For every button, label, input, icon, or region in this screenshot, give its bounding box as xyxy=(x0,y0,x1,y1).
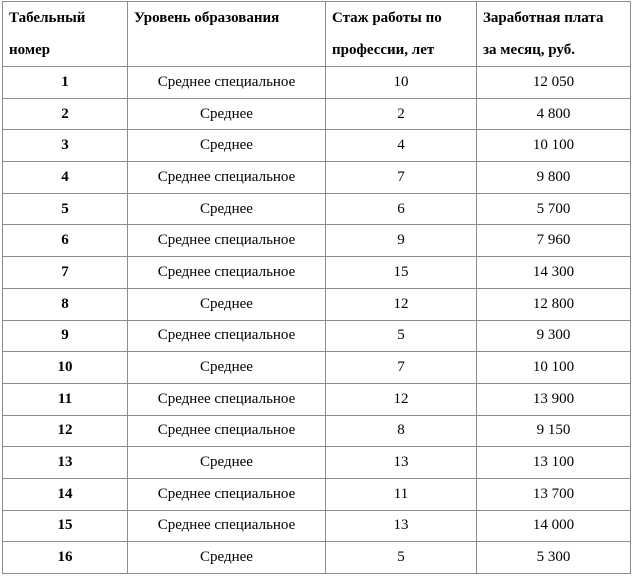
employee-id-cell: 9 xyxy=(3,320,128,352)
table-row xyxy=(3,257,631,289)
experience-cell: 5 xyxy=(326,320,477,352)
experience-cell: 12 xyxy=(326,288,477,320)
experience-cell: 13 xyxy=(326,447,477,479)
salary-cell: 9 300 xyxy=(477,320,631,352)
table-row xyxy=(3,383,631,415)
salary-cell: 5 300 xyxy=(477,542,631,574)
education-level-cell: Среднее xyxy=(128,288,326,320)
education-level-cell: Среднее xyxy=(128,130,326,162)
employee-id-cell: 16 xyxy=(3,542,128,574)
salary-cell: 12 050 xyxy=(477,67,631,99)
employee-id-cell: 6 xyxy=(3,225,128,257)
salary-cell: 5 700 xyxy=(477,193,631,225)
salary-cell: 13 100 xyxy=(477,447,631,479)
table-row xyxy=(3,542,631,574)
education-level-cell: Среднее xyxy=(128,193,326,225)
experience-cell: 10 xyxy=(326,67,477,99)
table-row xyxy=(3,510,631,542)
salary-cell: 10 100 xyxy=(477,352,631,384)
education-level-cell: Среднее специальное xyxy=(128,225,326,257)
education-level-cell: Среднее специальное xyxy=(128,162,326,194)
salary-cell: 14 300 xyxy=(477,257,631,289)
salary-cell: 7 960 xyxy=(477,225,631,257)
experience-cell: 12 xyxy=(326,383,477,415)
salary-cell: 4 800 xyxy=(477,98,631,130)
experience-cell: 13 xyxy=(326,510,477,542)
header-line: профессии, лет xyxy=(332,42,435,58)
experience-cell: 9 xyxy=(326,225,477,257)
header-row xyxy=(3,2,631,67)
header-education-level xyxy=(128,2,326,67)
education-level-cell: Среднее специальное xyxy=(128,383,326,415)
salary-cell: 13 900 xyxy=(477,383,631,415)
education-level-cell: Среднее xyxy=(128,447,326,479)
experience-cell: 4 xyxy=(326,130,477,162)
experience-cell: 5 xyxy=(326,542,477,574)
table-row xyxy=(3,130,631,162)
salary-cell: 9 150 xyxy=(477,415,631,447)
education-level-cell: Среднее специальное xyxy=(128,320,326,352)
table-row xyxy=(3,193,631,225)
education-level-cell: Среднее специальное xyxy=(128,510,326,542)
table-row xyxy=(3,288,631,320)
header-line: Уровень образования xyxy=(134,10,280,26)
employee-id-cell: 8 xyxy=(3,288,128,320)
employee-id-cell: 3 xyxy=(3,130,128,162)
table-body xyxy=(3,67,631,574)
employee-id-cell: 1 xyxy=(3,67,128,99)
header-line: Заработная плата xyxy=(483,10,604,26)
table-row xyxy=(3,447,631,479)
table-row xyxy=(3,352,631,384)
experience-cell: 11 xyxy=(326,478,477,510)
header-line: номер xyxy=(9,42,51,58)
table-row xyxy=(3,478,631,510)
experience-cell: 6 xyxy=(326,193,477,225)
education-level-cell: Среднее специальное xyxy=(128,415,326,447)
table-row xyxy=(3,98,631,130)
employee-id-cell: 10 xyxy=(3,352,128,384)
salary-cell: 12 800 xyxy=(477,288,631,320)
employee-id-cell: 4 xyxy=(3,162,128,194)
table-row xyxy=(3,225,631,257)
header-line: Стаж работы по xyxy=(332,10,442,26)
experience-cell: 7 xyxy=(326,352,477,384)
salary-cell: 14 000 xyxy=(477,510,631,542)
experience-cell: 2 xyxy=(326,98,477,130)
experience-cell: 7 xyxy=(326,162,477,194)
header-line: Табельный xyxy=(9,10,86,26)
employee-id-cell: 15 xyxy=(3,510,128,542)
employee-id-cell: 2 xyxy=(3,98,128,130)
education-level-cell: Среднее специальное xyxy=(128,478,326,510)
employee-table xyxy=(2,1,631,574)
salary-cell: 13 700 xyxy=(477,478,631,510)
table-row xyxy=(3,162,631,194)
employee-id-cell: 5 xyxy=(3,193,128,225)
table-row xyxy=(3,415,631,447)
table-row xyxy=(3,320,631,352)
table-row xyxy=(3,67,631,99)
employee-id-cell: 11 xyxy=(3,383,128,415)
salary-cell: 9 800 xyxy=(477,162,631,194)
education-level-cell: Среднее xyxy=(128,98,326,130)
header-work-experience xyxy=(326,2,477,67)
employee-id-cell: 7 xyxy=(3,257,128,289)
employee-id-cell: 14 xyxy=(3,478,128,510)
education-level-cell: Среднее xyxy=(128,352,326,384)
experience-cell: 15 xyxy=(326,257,477,289)
header-employee-id xyxy=(3,2,128,67)
education-level-cell: Среднее специальное xyxy=(128,257,326,289)
header-line: за месяц, руб. xyxy=(483,42,575,58)
education-level-cell: Среднее xyxy=(128,542,326,574)
experience-cell: 8 xyxy=(326,415,477,447)
employee-id-cell: 13 xyxy=(3,447,128,479)
salary-cell: 10 100 xyxy=(477,130,631,162)
education-level-cell: Среднее специальное xyxy=(128,67,326,99)
header-monthly-salary xyxy=(477,2,631,67)
table-header xyxy=(3,2,631,67)
employee-id-cell: 12 xyxy=(3,415,128,447)
